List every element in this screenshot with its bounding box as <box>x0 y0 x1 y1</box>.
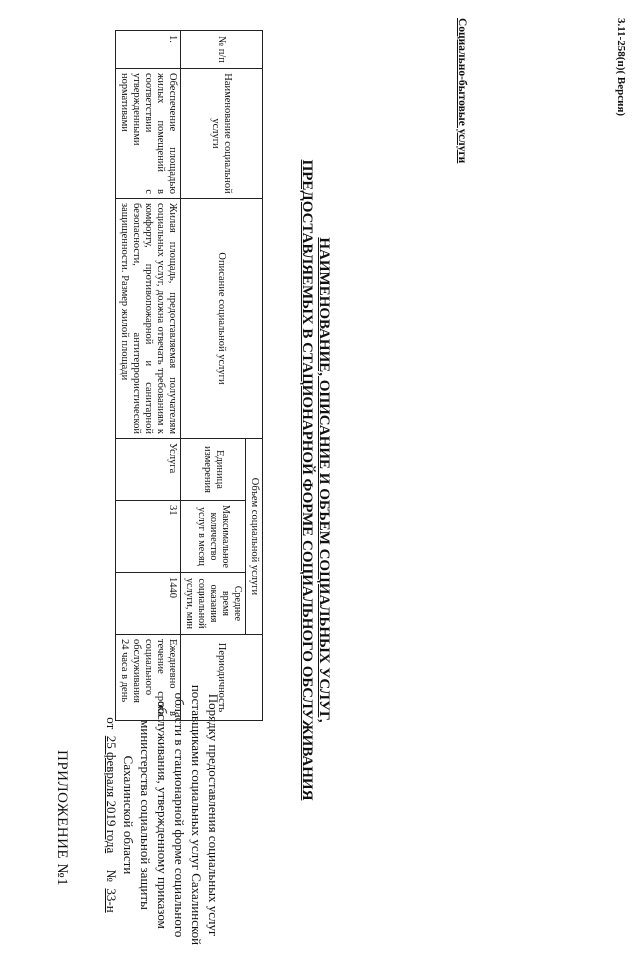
order-number: 33-н <box>104 888 119 913</box>
header-description: Описание социальной услуги <box>181 199 263 439</box>
preamble-line: области в стационарной форме социального <box>172 692 187 938</box>
title-line: НАИМЕНОВАНИЕ, ОПИСАНИЕ И ОБЪЕМ СОЦИАЛЬНЫХ УСЛУГ, <box>316 237 332 723</box>
services-table <box>115 30 263 721</box>
header-avg-time: Среднее время оказания социальной услуги, мин <box>181 572 246 634</box>
preamble-line: поставщиками социальных услуг Сахалинской <box>189 684 204 946</box>
header-max-qty: Максимальное количество услуг в месяц <box>181 501 246 573</box>
date-prefix: от <box>104 717 119 730</box>
row-avg-time: 1440 <box>116 572 181 634</box>
preamble-line: министерства социальной защиты <box>138 720 153 910</box>
header-name: Наименование социальной услуги <box>181 69 263 199</box>
footer-document-code: 3.11-258(п)( Версия) <box>615 18 627 117</box>
section-label: Социально-бытовые услуги <box>456 18 468 164</box>
header-unit: Единица измерения <box>181 439 246 501</box>
row-periodicity: Ежедневно в течение срока социального обслуживания 24 часа в день <box>116 634 181 720</box>
row-description: Жилая площадь, предоставляемая получателям социальных услуг, должна отвечать требованиям к комфорту, противопожарной и санитарной безопасности, антитеррористической защищенности. Размер жилой площади <box>116 199 181 439</box>
header-num: № п/п <box>181 31 263 69</box>
row-max-qty: 31 <box>116 501 181 573</box>
row-num: 1. <box>116 31 181 69</box>
preamble-line: обслуживания, утвержденному приказом <box>155 701 170 929</box>
table-row <box>116 31 181 721</box>
order-date: 25 февраля 2019 года <box>104 735 119 854</box>
header-periodicity: Периодичность <box>181 634 263 720</box>
table-header-row <box>246 31 263 721</box>
number-label: № <box>104 869 119 882</box>
row-name: Обеспечение площадью жилых помещений в соответствии с утвержденными нормативами <box>116 69 181 199</box>
title-line: ПРЕДОСТАВЛЯЕМЫХ В СТАЦИОНАРНОЙ ФОРМЕ СОЦИАЛЬНОГО ОБСЛУЖИВАНИЯ <box>299 159 315 801</box>
header-volume-group: Объем социальной услуги <box>246 439 263 635</box>
document-title <box>298 80 332 880</box>
preamble-line: Порядку предоставления социальных услуг <box>206 693 221 937</box>
preamble-line: Сахалинской области <box>121 755 136 875</box>
appendix-title: ПРИЛОЖЕНИЕ №1 <box>54 750 70 887</box>
row-unit: Услуга <box>116 439 181 501</box>
